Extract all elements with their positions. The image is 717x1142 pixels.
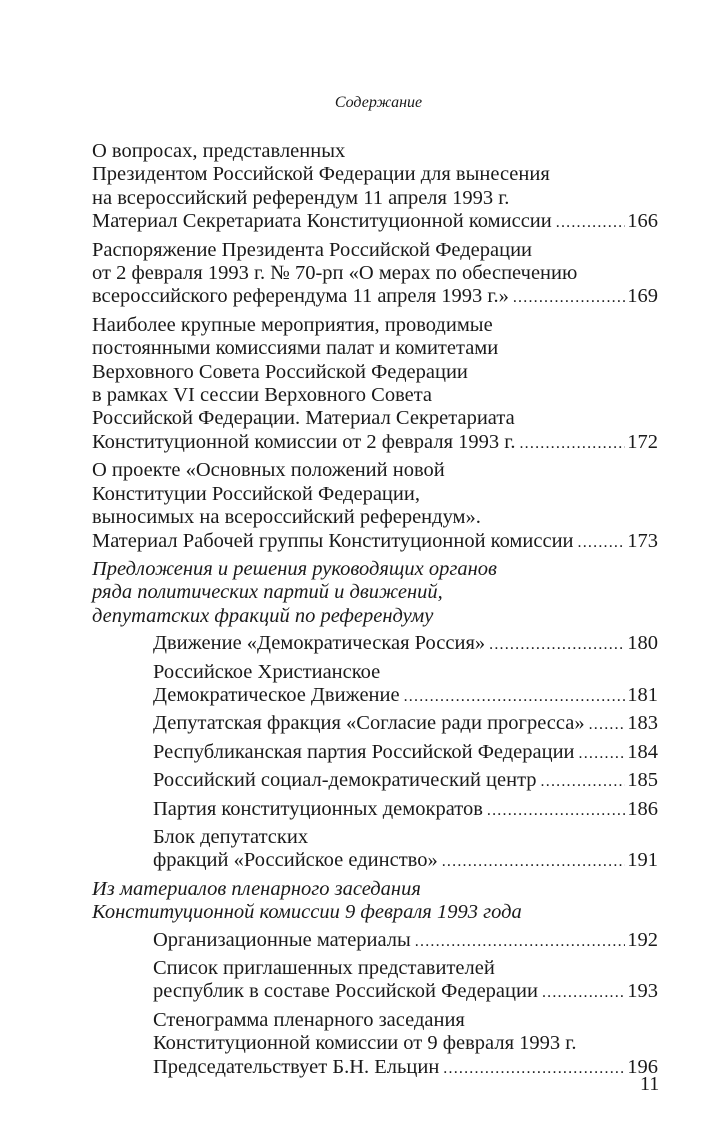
toc-entry-line: Наиболее крупные мероприятия, проводимые xyxy=(92,313,493,336)
toc-entry-line: Конституции Российской Федерации, xyxy=(92,482,420,505)
toc-entry-line: О проекте «Основных положений новой xyxy=(92,459,445,482)
toc-entry-line: Стенограмма пленарного заседания xyxy=(153,1008,465,1031)
toc-entry-text: Движение «Демократическая Россия» xyxy=(153,632,486,655)
toc-entry-last-line xyxy=(153,712,658,736)
page-number[interactable]: 172 xyxy=(627,430,658,453)
dot-leader xyxy=(487,799,625,822)
toc-entry-text: фракций «Российское единство» xyxy=(153,849,438,872)
dot-leader xyxy=(443,1057,625,1080)
page-number[interactable]: 193 xyxy=(627,980,658,1003)
page-number[interactable]: 166 xyxy=(627,210,658,233)
toc-entry[interactable] xyxy=(92,459,658,554)
page-number[interactable]: 186 xyxy=(627,797,658,820)
toc-entry-line: Конституционной комиссии от 9 февраля 1993 г. xyxy=(153,1032,577,1055)
toc-entry[interactable] xyxy=(92,140,658,235)
toc-entry-last-line xyxy=(153,769,658,793)
toc-entry-last-line xyxy=(153,929,658,953)
toc-subentry[interactable] xyxy=(92,769,658,793)
toc-entry-text: Партия конституционных демократов xyxy=(153,797,483,820)
toc-entry-line: выносимых на всероссийский референдум». xyxy=(92,506,481,529)
dot-leader xyxy=(556,211,626,234)
toc-subentry[interactable] xyxy=(92,798,658,822)
table-of-contents xyxy=(92,140,658,1084)
toc-entry-last-line xyxy=(153,741,658,765)
page-number[interactable]: 196 xyxy=(627,1055,658,1078)
section-heading-line: депутатских фракций по референдуму xyxy=(92,604,434,627)
dot-leader xyxy=(542,981,625,1004)
toc-entry-text: Материал Рабочей группы Конституционной комиссии xyxy=(92,529,574,552)
toc-entry-last-line xyxy=(153,1056,658,1080)
toc-entry-last-line xyxy=(153,849,658,873)
toc-entry-line: Верховного Совета Российской Федерации xyxy=(92,360,468,383)
toc-entry-line: Распоряжение Президента Российской Федерации xyxy=(92,238,533,261)
dot-leader xyxy=(589,713,626,736)
page-number[interactable]: 184 xyxy=(627,740,658,763)
toc-entry-last-line xyxy=(92,530,658,554)
toc-entry-line: Российское Христианское xyxy=(153,660,381,683)
toc-subentry[interactable] xyxy=(92,1009,658,1080)
toc-entry-last-line xyxy=(92,210,658,234)
dot-leader xyxy=(519,432,625,455)
toc-entry-text: Российский социал-демократический центр xyxy=(153,769,537,792)
page-number[interactable]: 185 xyxy=(627,769,658,792)
section-heading-plenary-materials xyxy=(92,878,658,925)
toc-entry-last-line xyxy=(92,431,658,455)
toc-entry-last-line xyxy=(153,798,658,822)
page-number[interactable]: 192 xyxy=(627,928,658,951)
toc-entry-last-line xyxy=(153,980,658,1004)
toc-entry-line: О вопросах, представленных xyxy=(92,140,346,162)
section-heading-line: Из материалов пленарного заседания xyxy=(92,877,421,900)
toc-entry-text: всероссийского референдума 11 апреля 1993 г.» xyxy=(92,285,509,308)
toc-entry-line: постоянными комиссиями палат и комитетами xyxy=(92,337,499,360)
page-number[interactable]: 191 xyxy=(627,849,658,872)
toc-entry[interactable] xyxy=(92,314,658,455)
toc-entry-last-line xyxy=(153,684,658,708)
toc-entry-text: Демократическое Движение xyxy=(153,683,400,706)
toc-entry[interactable] xyxy=(92,239,658,310)
toc-subentry[interactable] xyxy=(92,957,658,1005)
toc-entry-line: Блок депутатских xyxy=(153,825,309,848)
toc-entry-last-line xyxy=(92,285,658,309)
dot-leader xyxy=(489,633,625,656)
toc-subentry[interactable] xyxy=(92,741,658,765)
dot-leader xyxy=(541,770,626,793)
toc-entry-line: от 2 февраля 1993 г. № 70-рп «О мерах по обеспечению xyxy=(92,262,578,285)
toc-entry-line: Президентом Российской Федерации для вынесения xyxy=(92,163,550,186)
toc-entry-text: Конституционной комиссии от 2 февраля 1993 г. xyxy=(92,430,516,453)
toc-subentry[interactable] xyxy=(92,826,658,874)
toc-entry-text: Председательствует Б.Н. Ельцин xyxy=(153,1055,440,1078)
page-number[interactable]: 181 xyxy=(627,683,658,706)
section-heading-line: Конституционной комиссии 9 февраля 1993 года xyxy=(92,901,522,924)
toc-entry-line: Список приглашенных представителей xyxy=(153,957,495,979)
dot-leader xyxy=(578,531,626,554)
section-heading-party-proposals xyxy=(92,558,658,628)
page-number[interactable]: 183 xyxy=(627,712,658,735)
dot-leader xyxy=(579,742,626,765)
toc-subentry[interactable] xyxy=(92,929,658,953)
toc-entry-text: Депутатская фракция «Согласие ради прогресса» xyxy=(153,712,585,735)
toc-entry-line: в рамках VI сессии Верховного Совета xyxy=(92,384,433,407)
running-head: Содержание xyxy=(334,94,423,111)
dot-leader xyxy=(415,930,625,953)
page-number[interactable]: 173 xyxy=(627,529,658,552)
toc-entry-text: Организационные материалы xyxy=(153,928,411,951)
toc-entry-line: Российской Федерации. Материал Секретариата xyxy=(92,407,515,430)
section-heading-line: ряда политических партий и движений, xyxy=(92,581,443,604)
page-number[interactable]: 180 xyxy=(627,632,658,655)
toc-entry-text: Материал Секретариата Конституционной комиссии xyxy=(92,210,552,233)
toc-subentry[interactable] xyxy=(92,712,658,736)
toc-entry-line: на всероссийский референдум 11 апреля 1993 г. xyxy=(92,186,510,209)
toc-subentry[interactable] xyxy=(92,661,658,709)
section-heading-line: Предложения и решения руководящих органов xyxy=(92,557,497,580)
folio-page-number: 11 xyxy=(640,1073,660,1095)
toc-entry-text: Республиканская партия Российской Федерации xyxy=(153,740,575,763)
dot-leader xyxy=(442,850,626,873)
dot-leader xyxy=(404,685,626,708)
toc-entry-text: республик в составе Российской Федерации xyxy=(153,980,538,1003)
dot-leader xyxy=(513,286,625,309)
toc-subentry[interactable] xyxy=(92,632,658,656)
toc-entry-last-line xyxy=(153,632,658,656)
page-number[interactable]: 169 xyxy=(627,285,658,308)
